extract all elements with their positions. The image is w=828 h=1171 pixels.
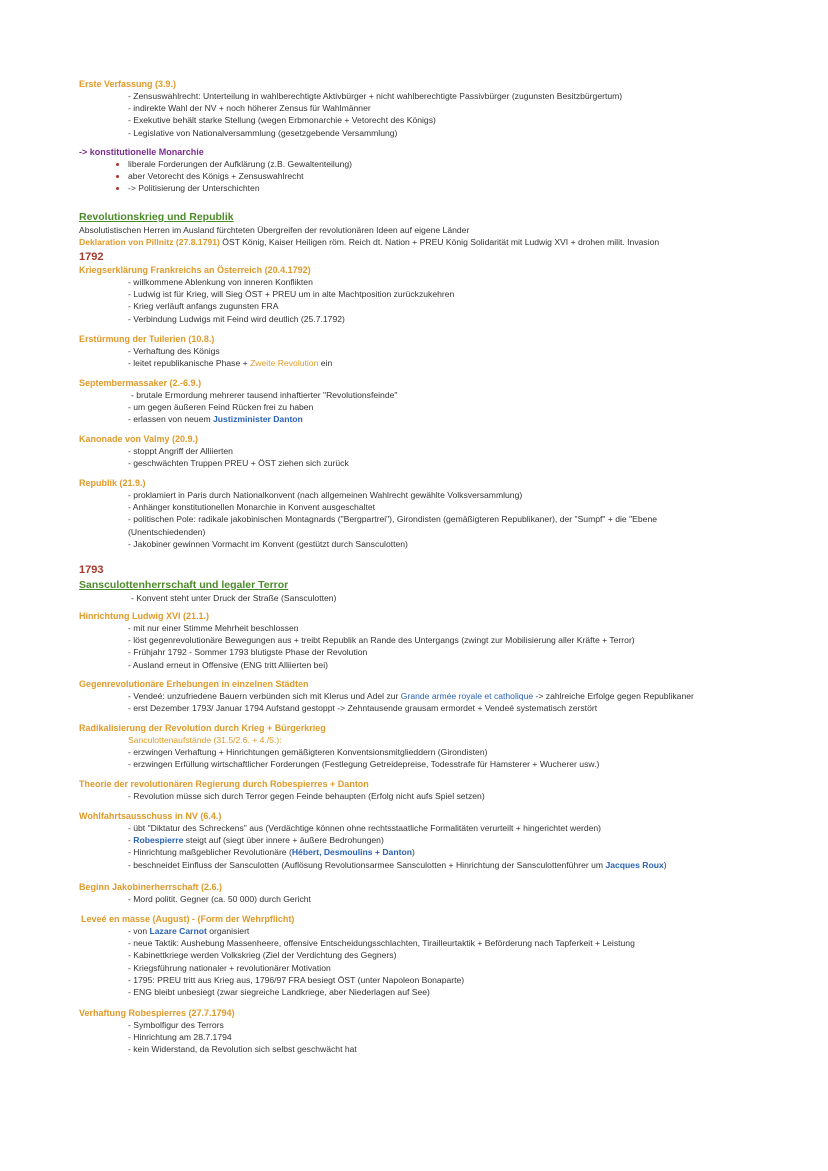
intro-text: Absolutistischen Herren im Ausland fürchteten Übergreifen der revolutionären Ideen auf eigene Länder <box>79 225 470 235</box>
danton-name: Justizminister Danton <box>213 414 303 425</box>
text-line: - geschwächten Truppen PREU + ÖST ziehen sich zurück <box>128 458 349 469</box>
text-part: ) <box>663 859 667 870</box>
text-line: - proklamiert in Paris durch Nationalkonvent (nach allgemeinen Wahlrecht gewählte Volksversammlung) <box>128 490 523 500</box>
text-line: - Ausland erneut in Offensive (ENG tritt Alliierten bei) <box>128 659 328 670</box>
section-hinrichtung <box>79 610 779 671</box>
sub-heading: Sanculottenaufstände (31.5/2.6. + 4./5.): <box>128 735 282 745</box>
text-line: - Revolution müsse sich durch Terror gegen Feinde behaupten (Erfolg nicht aufs Spiel setzen) <box>128 791 485 801</box>
text-line: - Ludwig ist für Krieg, will Sieg ÖST + PREU um in alte Machtposition zurückzukehren <box>128 289 455 300</box>
text-line: - löst gegenrevolutionäre Bewegungen aus + treibt Republik an Rande des Untergangs (zwingt zur Mobilisierung aller Kräfte + Terror) <box>128 635 635 646</box>
heading-radikalisierung: Radikalisierung der Revolution durch Krieg + Bürgerkrieg <box>79 723 326 733</box>
text-line <box>79 925 779 937</box>
section-republik <box>79 477 779 550</box>
section-verhaftung-robespierres <box>79 1007 779 1056</box>
heading-kriegserklaerung: Kriegserklärung Frankreichs an Österreich (20.4.1792) <box>79 265 311 275</box>
section-tuilerien <box>79 333 779 369</box>
heading-verhaftung-robespierres: Verhaftung Robespierres (27.7.1794) <box>79 1008 235 1018</box>
text-part: - Vendeé: unzufriedene Bauern verbünden sich mit Klerus und Adel zur <box>128 691 401 701</box>
text-line: - kein Widerstand, da Revolution sich selbst geschwächt hat <box>128 1044 357 1055</box>
section-septembermassaker <box>79 377 779 426</box>
text-part: organisiert <box>206 926 250 936</box>
text-part: -> zahlreiche Erfolge gegen Republikaner <box>533 691 694 701</box>
text-line: - Kriegsführung nationaler + revolutionärer Motivation <box>128 962 331 973</box>
text-line: - Jakobiner gewinnen Vormacht im Konvent (gestützt durch Sansculotten) <box>128 538 408 549</box>
text-line: - übt "Diktatur des Schreckens" aus (Verdächtige können ohne rechtsstaatliche Formalitäten verurteilt + hingerichtet werden) <box>128 823 602 833</box>
revolutionaere-names: Hébert, Desmoulins + Danton <box>291 847 412 858</box>
text-part: - leitet republikanische Phase + <box>128 358 251 369</box>
heading-gegenrevolution: Gegenrevolutionäre Erhebungen in einzelnen Städten <box>79 679 309 689</box>
text-line: - 1795: PREU tritt aus Krieg aus, 1796/97 FRA besiegt ÖST (unter Napoleon Bonaparte) <box>128 974 465 985</box>
text-line: - neue Taktik: Aushebung Massenheere, offensive Entscheidungsschlachten, Tirailleurtaktik + Beförderung nach Tapferkeit + Leistung <box>128 938 635 949</box>
section-jakobinerherrschaft <box>79 881 779 905</box>
heading-republik: Republik (21.9.) <box>79 478 146 488</box>
text-line: - brutale Ermordung mehrerer tausend inhaftierter "Revolutionsfeinde" <box>131 390 398 400</box>
text-line: - Verhaftung des Königs <box>128 346 220 356</box>
bullet-item: -> Politisierung der Unterschichten <box>79 182 779 194</box>
text-line: - um gegen äußeren Feind Rücken frei zu haben <box>128 402 314 413</box>
text-line: - Anhänger konstitutionellen Monarchie in Konvent ausgeschaltet <box>128 502 375 513</box>
year-1793: 1793 <box>79 564 104 576</box>
text-line: - Konvent steht unter Druck der Straße (Sansculotten) <box>131 593 337 603</box>
bullet-item: aber Vetorecht des Königs + Zensuswahlrecht <box>79 170 779 182</box>
heading-theorie: Theorie der revolutionären Regierung durch Robespierres + Danton <box>79 779 369 789</box>
text-line: - Zensuswahlrecht: Unterteilung in wahlberechtigte Aktivbürger + nicht wahlberechtigte Passivbürger (zugunsten Besitzbürgertum) <box>128 91 623 101</box>
text-part: steigt auf (siegt über innere + äußere Bedrohungen) <box>183 835 384 846</box>
text-line <box>79 413 779 425</box>
text-line: - Verbindung Ludwigs mit Feind wird deutlich (25.7.1792) <box>128 313 345 324</box>
heading-tuilerien: Erstürmung der Tuilerien (10.8.) <box>79 334 215 344</box>
text-line <box>79 357 779 369</box>
text-line: (Unentschiedenden) <box>128 526 206 537</box>
text-line: - Frühjahr 1792 - Sommer 1793 blutigste Phase der Revolution <box>128 647 368 658</box>
text-line: - Symbolfigur des Terrors <box>128 1020 224 1030</box>
text-part: ) <box>411 847 415 858</box>
text-line <box>79 834 779 846</box>
section-theorie <box>79 778 779 802</box>
text-part: - erlassen von neuem <box>128 414 214 425</box>
text-part: ein <box>318 358 333 369</box>
pillnitz-line <box>79 236 779 248</box>
text-line: - Krieg verläuft anfangs zugunsten FRA <box>128 301 279 312</box>
section-erste-verfassung <box>79 78 779 139</box>
heading-monarchie: -> konstitutionelle Monarchie <box>79 147 204 157</box>
pillnitz-text: ÖST König, Kaiser Heiligen röm. Reich dt. Nation + PREU König Solidarität mit Ludwig XVI + drohen milit. Invasion <box>219 237 660 248</box>
section-revolutionskrieg <box>79 210 779 248</box>
text-line: - Mord politit. Gegner (ca. 50 000) durch Gericht <box>128 894 311 904</box>
heading-sansculotten: Sansculottenherrschaft und legaler Terror <box>79 579 289 591</box>
section-radikalisierung <box>79 722 779 771</box>
heading-erste-verfassung: Erste Verfassung (3.9.) <box>79 79 177 89</box>
heading-wohlfahrtsausschuss: Wohlfahrtsausschuss in NV (6.4.) <box>79 811 222 821</box>
text-line <box>79 690 779 702</box>
robespierre-name: Robespierre <box>133 835 184 846</box>
text-line: - erzwingen Verhaftung + Hinrichtungen gemäßigteren Konventsionsmitglieddern (Girondisten) <box>128 747 488 758</box>
text-line: - mit nur einer Stimme Mehrheit beschlossen <box>128 623 299 633</box>
year-1792: 1792 <box>79 251 104 263</box>
section-wohlfahrtsausschuss <box>79 810 779 871</box>
text-line: - erst Dezember 1793/ Januar 1794 Aufstand gestoppt -> Zehntausende grausam ermordet + Vendeé systematisch zerstört <box>128 703 598 714</box>
section-valmy <box>79 433 779 469</box>
section-kriegserklaerung <box>79 264 779 325</box>
section-gegenrevolution <box>79 678 779 714</box>
text-line: - stoppt Angriff der Alliierten <box>128 446 233 456</box>
heading-jakobinerherrschaft: Beginn Jakobinerherrschaft (2.6.) <box>79 882 223 892</box>
text-part: - Hinrichtung maßgeblicher Revolutionäre ( <box>128 847 292 858</box>
grande-armee: Grande armée royale et catholique <box>400 691 534 701</box>
text-line: - indirekte Wahl der NV + noch höherer Zensus für Wahlmänner <box>128 103 371 114</box>
bullet-item: liberale Forderungen der Aufklärung (z.B. Gewaltenteilung) <box>79 158 779 170</box>
text-line: - Legislative von Nationalversammlung (gesetzgebende Versammlung) <box>128 127 398 138</box>
section-monarchie <box>79 146 779 195</box>
section-levee-en-masse <box>79 913 779 998</box>
zweite-revolution: Zweite Revolution <box>250 358 319 369</box>
pillnitz-label: Deklaration von Pillnitz (27.8.1791) <box>79 237 220 248</box>
heading-levee-en-masse: Leveé en masse (August) - (Form der Wehrpflicht) <box>81 914 295 924</box>
text-line <box>79 859 779 871</box>
heading-revolutionskrieg: Revolutionskrieg und Republik <box>79 211 234 223</box>
heading-valmy: Kanonade von Valmy (20.9.) <box>79 434 199 444</box>
text-part: - <box>128 835 134 846</box>
text-part: - beschneidet Einfluss der Sansculotten (Auflösung Revolutionsarmee Sansculotten + Hinrichtung der Sansculottenführer um <box>128 859 606 870</box>
text-line: - Kabinettkriege werden Volkskrieg (Ziel der Verdichtung des Gegners) <box>128 950 397 961</box>
text-line: - ENG bleibt unbesiegt (zwar siegreiche Landkriege, aber Niederlagen auf See) <box>128 987 430 998</box>
jacques-roux-name: Jacques Roux <box>605 859 664 870</box>
text-line: - willkommene Ablenkung von inneren Konflikten <box>128 277 313 287</box>
text-line <box>79 846 779 858</box>
section-sansculotten <box>79 578 779 604</box>
text-line: - erzwingen Erfüllung wirtschaftlicher Forderungen (Festlegung Getreidepreise, Todesstrafe für Hamsterer + Wucherer usw.) <box>128 759 600 770</box>
heading-hinrichtung: Hinrichtung Ludwig XVI (21.1.) <box>79 611 210 621</box>
text-line: - politischen Pole: radikale jakobinischen Montagnards ("Bergpartrei"), Girondisten (gemäßigteren Republikaner), der "Sumpf" + die "Ebene <box>128 514 658 525</box>
heading-septembermassaker: Septembermassaker (2.-6.9.) <box>79 378 202 388</box>
text-part: - von <box>128 926 150 936</box>
text-line: - Exekutive behält starke Stellung (wegen Erbmonarchie + Vetorecht des Königs) <box>128 115 436 126</box>
carnot-name: Lazare Carnot <box>149 926 207 936</box>
text-line: - Hinrichtung am 28.7.1794 <box>128 1032 232 1043</box>
